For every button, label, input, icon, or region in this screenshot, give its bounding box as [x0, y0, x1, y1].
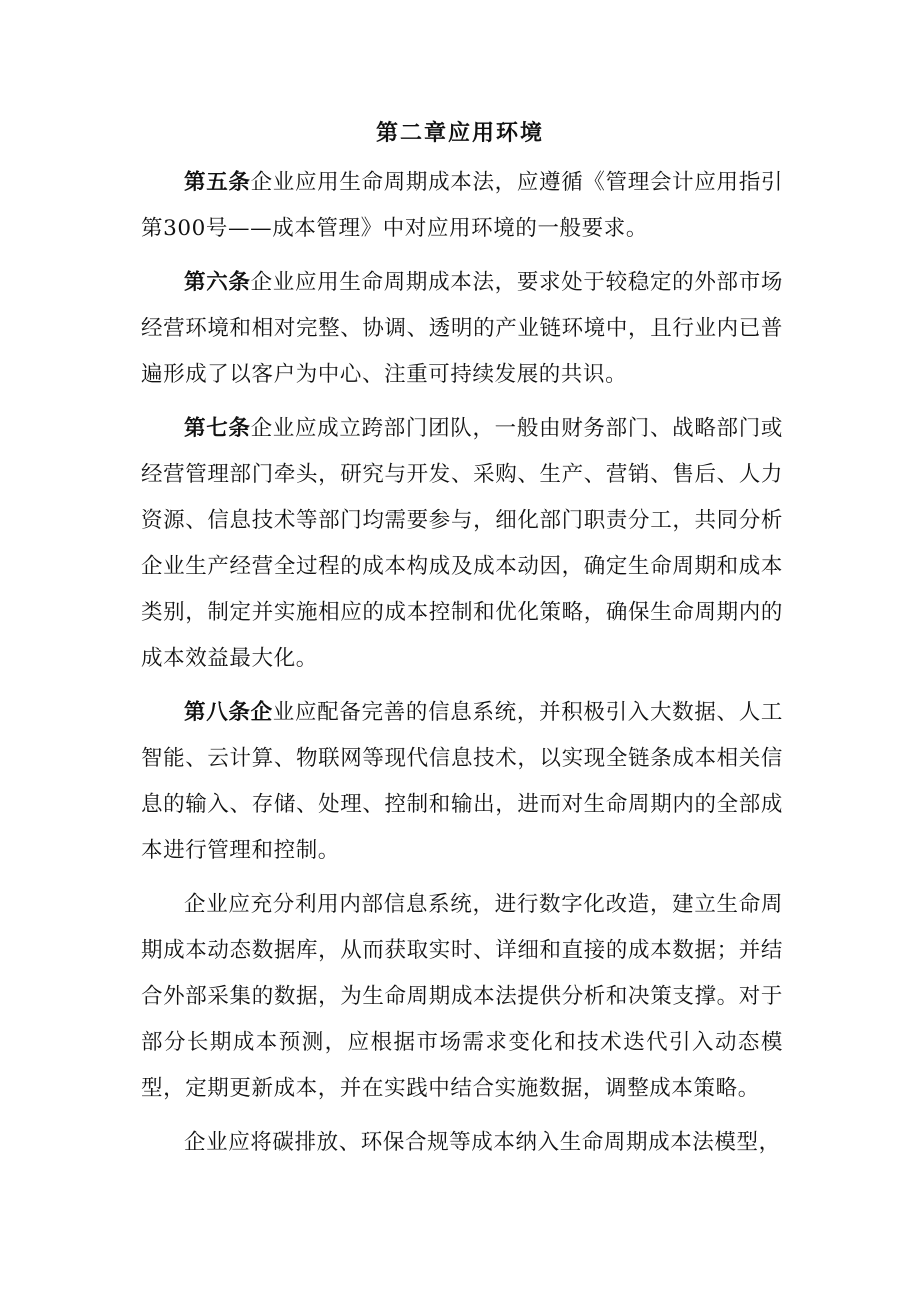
- article-7-label: 第七条: [184, 416, 251, 441]
- article-6-label: 第六条: [184, 270, 251, 295]
- document-body: [141, 160, 783, 1166]
- article-5-paragraph: [141, 160, 783, 252]
- carbon-paragraph-text: 企业应将碳排放、环保合规等成本纳入生命周期成本法模型，: [184, 1130, 781, 1155]
- article-8-text: 业应配备完善的信息系统，并积极引入大数据、人工智能、云计算、物联网等现代信息技术，以实现全链条成本相关信息的输入、存储、处理、控制和输出，进而对生命周期内的全部成本进行管理和控制。: [141, 700, 783, 863]
- article-7-text: 企业应成立跨部门团队，一般由财务部门、战略部门或经营管理部门牵头，研究与开发、采购、生产、营销、售后、人力资源、信息技术等部门均需要参与，细化部门职责分工，共同分析企业生产经营全过程的成本构成及成本动因，确定生命周期和成本类别，制定并实施相应的成本控制和优化策略，确保生命周期内的成本效益最大化。: [141, 416, 783, 671]
- article-5-label: 第五条: [184, 170, 251, 195]
- article-6-text: 企业应用生命周期成本法，要求处于较稳定的外部市场经营环境和相对完整、协调、透明的产业链环境中，且行业内已普遍形成了以客户为中心、注重可持续发展的共识。: [141, 270, 783, 387]
- carbon-paragraph: [141, 1120, 783, 1166]
- digital-paragraph-text: 企业应充分利用内部信息系统，进行数字化改造，建立生命周期成本动态数据库，从而获取实时、详细和直接的成本数据；并结合外部采集的数据，为生命周期成本法提供分析和决策支撑。对于部分长期成本预测，应根据市场需求变化和技术迭代引入动态模型，定期更新成本，并在实践中结合实施数据，调整成本策略。: [141, 892, 783, 1101]
- digital-paragraph: [141, 882, 783, 1112]
- article-7-paragraph: [141, 406, 783, 682]
- article-8-label: 第八条企: [184, 700, 273, 725]
- article-8-paragraph: [141, 690, 783, 874]
- article-6-paragraph: [141, 260, 783, 398]
- article-5-text: 企业应用生命周期成本法，应遵循《管理会计应用指引第300号——成本管理》中对应用环境的一般要求。: [141, 170, 783, 241]
- chapter-title: 第二章应用环境: [375, 121, 544, 146]
